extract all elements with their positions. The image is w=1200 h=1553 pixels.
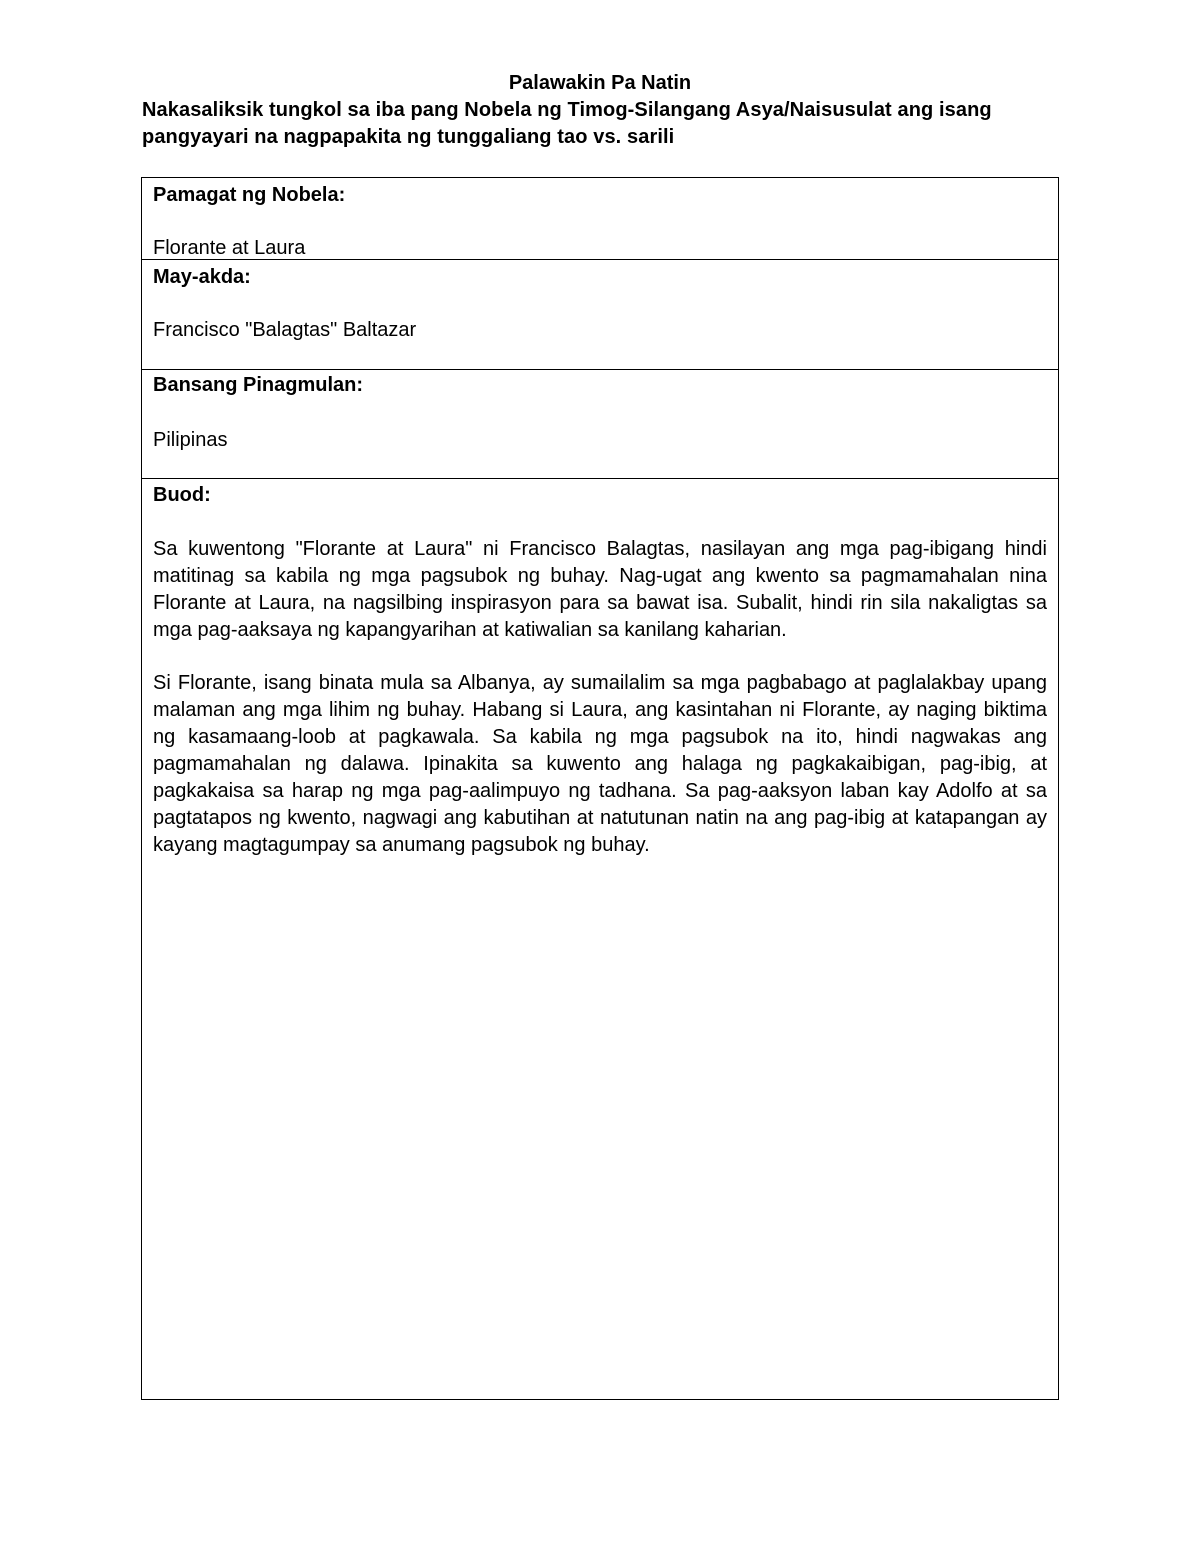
- row-country: [142, 370, 1058, 479]
- summary-paragraph-2: Si Florante, isang binata mula sa Albanya, ay sumailalim sa mga pagbabago at paglalakbay upang malaman ang mga lihim ng buhay. Habang si Laura, ang kasintahan ni Florante, ay naging biktima ng kasamaang-loob at pagkawala. Sa kabila ng mga pagsubok na ito, hindi nagwakas ang pagmamahalan ng dalawa. Ipinakita sa kuwento ang halaga ng pagkakaibigan, pag-ibig, at pagkakaisa sa harap ng mga pag-aalimpuyo ng tadhana. Sa pag-aaksyon laban kay Adolfo at sa pagtatapos ng kwento, nagwagi ang kabutihan at natutunan natin na ang pag-ibig at katapangan ay kayang magtagumpay sa anumang pagsubok ng buhay.: [153, 672, 1047, 856]
- country-label: Bansang Pinagmulan:: [153, 374, 364, 396]
- row-author: [142, 260, 1058, 370]
- summary-label: Buod:: [153, 484, 211, 506]
- page-title: Palawakin Pa Natin: [508, 72, 692, 94]
- row-novel-title: [142, 178, 1058, 260]
- row-summary: [142, 479, 1058, 1399]
- country-value: Pilipinas: [153, 429, 228, 451]
- novel-title-value: Florante at Laura: [153, 237, 306, 259]
- author-label: May-akda:: [153, 266, 251, 288]
- author-value: Francisco "Balagtas" Baltazar: [153, 319, 417, 341]
- novel-title-label: Pamagat ng Nobela:: [153, 184, 346, 206]
- novel-form-table: [141, 177, 1059, 1400]
- page-subtitle: Nakasaliksik tungkol sa iba pang Nobela ng Timog-Silangang Asya/Naisusulat ang isang pangyayari na nagpapakita ng tunggaliang tao vs. sarili: [142, 99, 992, 148]
- summary-paragraph-1: Sa kuwentong "Florante at Laura" ni Francisco Balagtas, nasilayan ang mga pag-ibigang hindi matitinag sa kabila ng mga pagsubok ng buhay. Nag-ugat ang kwento sa pagmamahalan nina Florante at Laura, na nagsilbing inspirasyon para sa bawat isa. Subalit, hindi rin sila nakaligtas sa mga pag-aaksaya ng kapangyarihan at katiwalian sa kanilang kaharian.: [153, 538, 1047, 641]
